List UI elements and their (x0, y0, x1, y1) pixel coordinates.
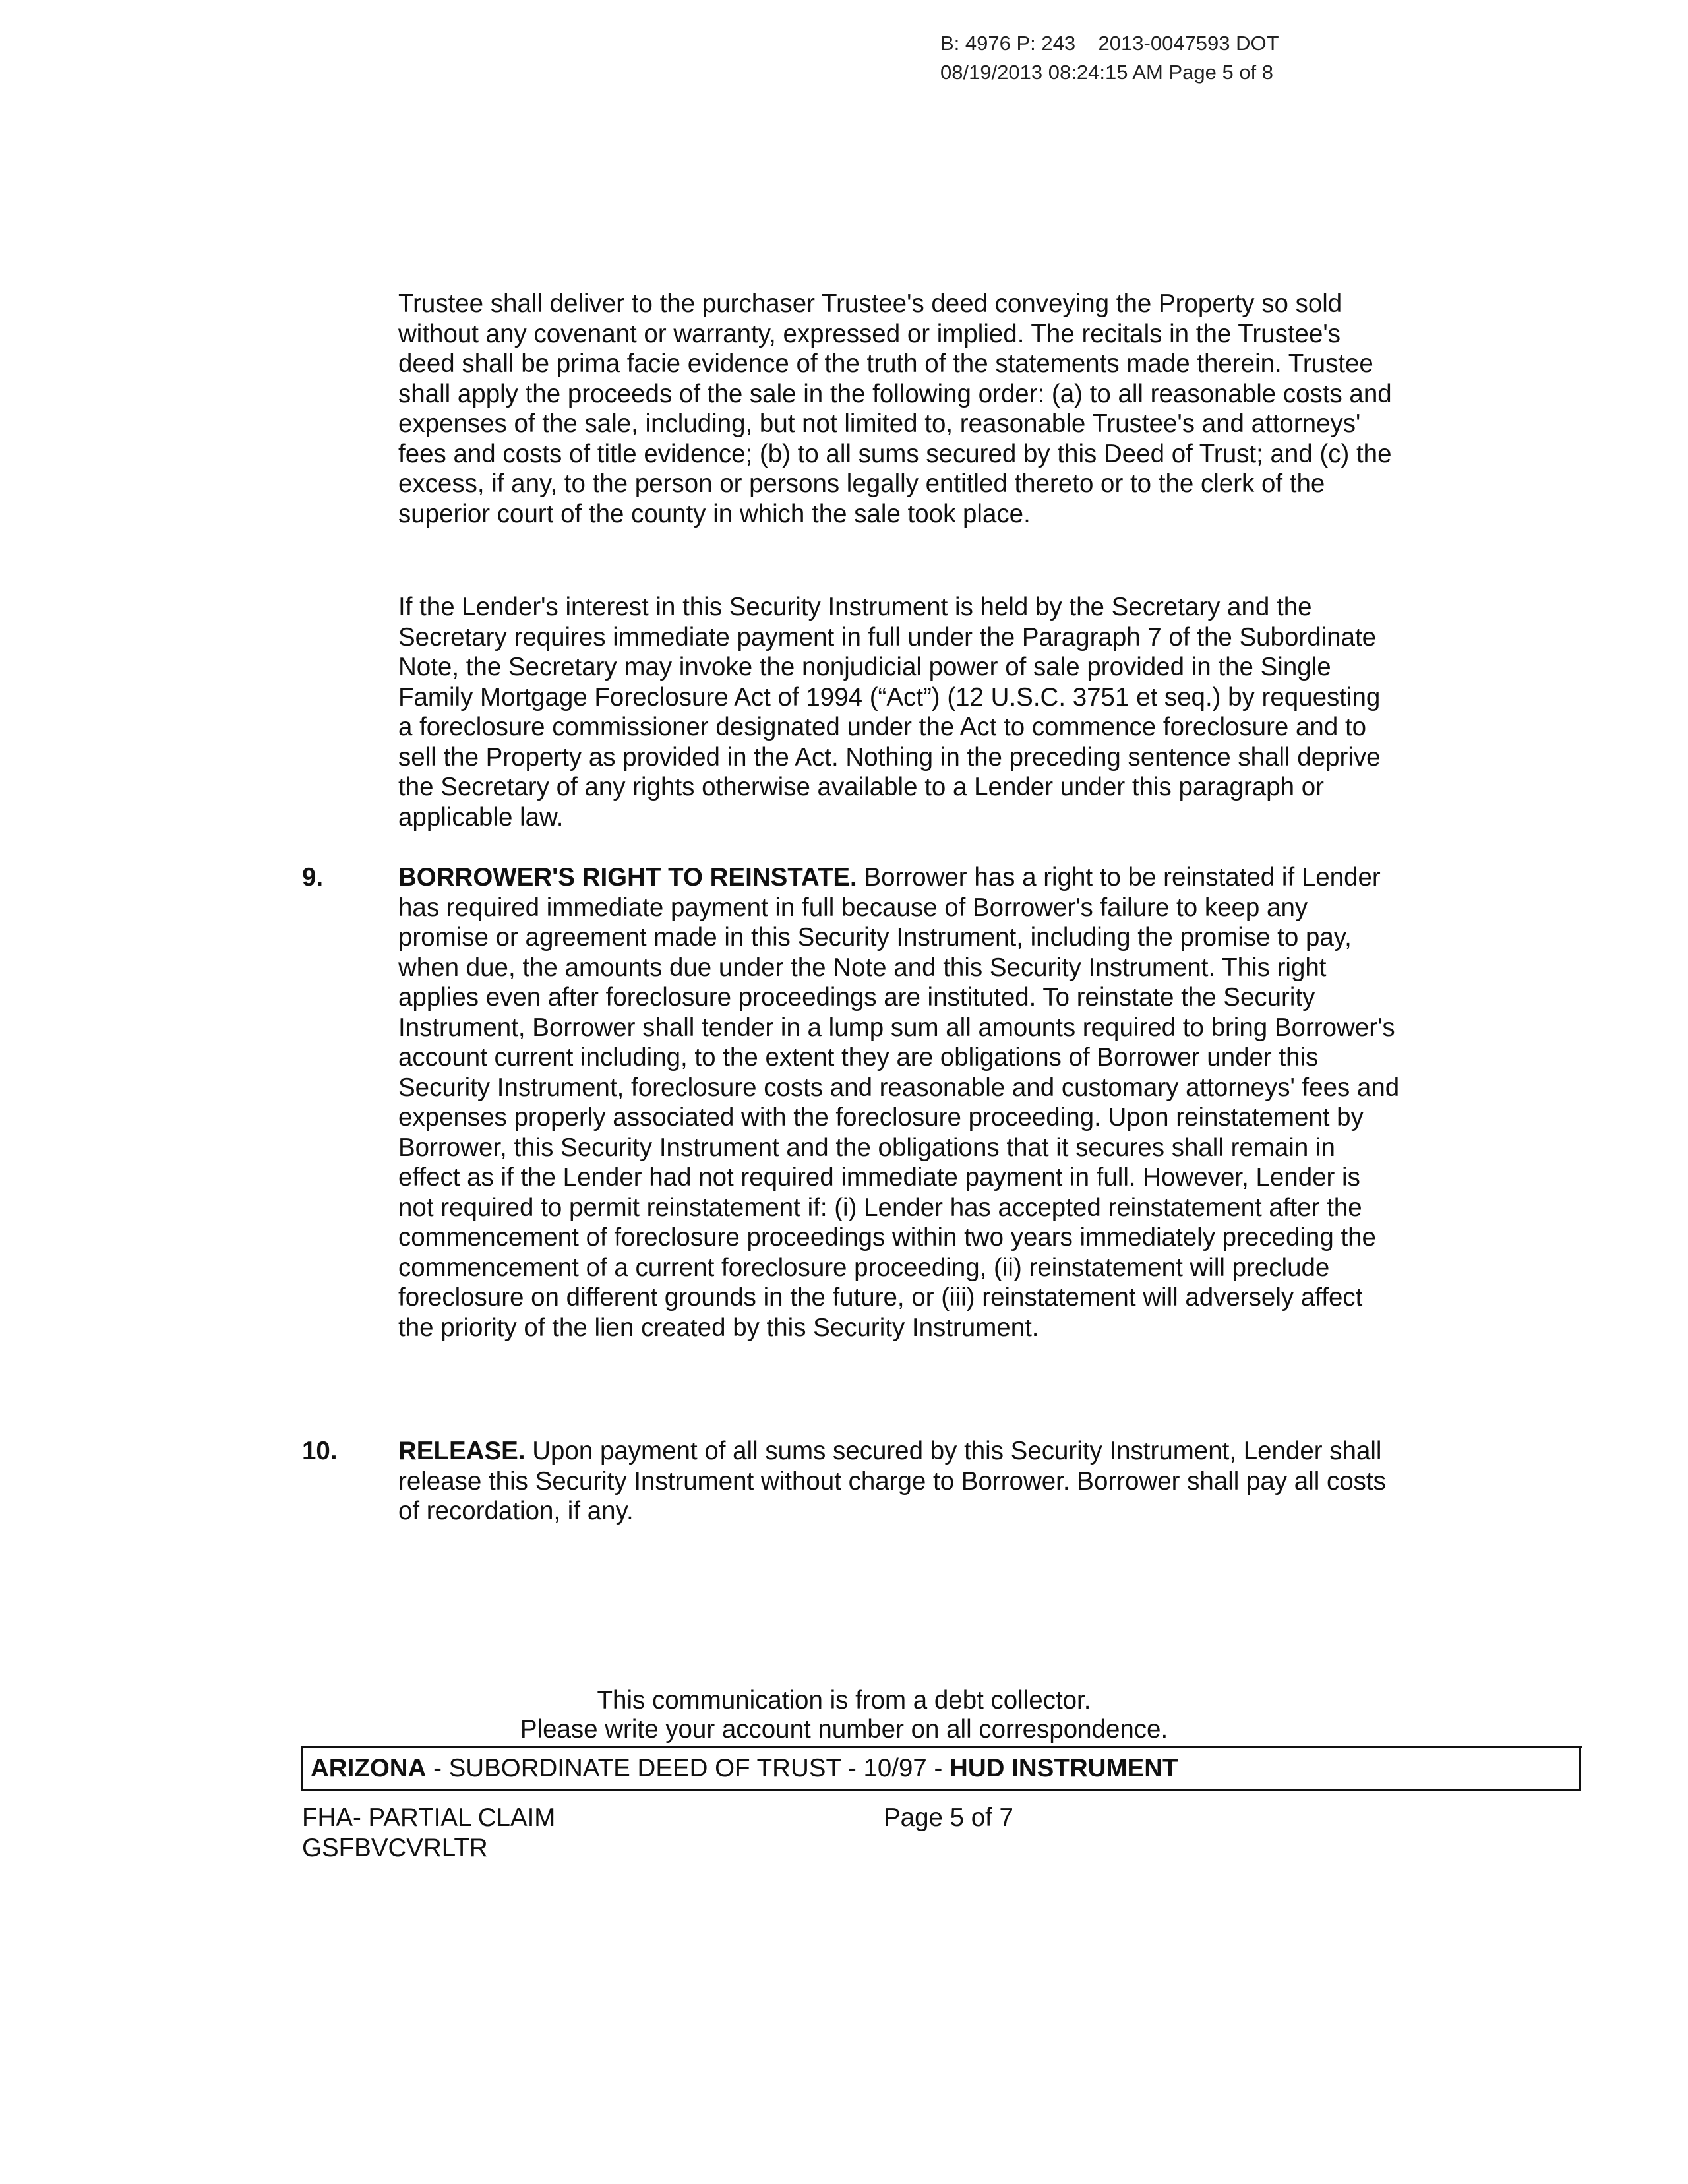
recording-stamp-datetime: 08/19/2013 08:24:15 AM Page 5 of 8 (940, 61, 1274, 84)
footer-form-info (302, 1803, 555, 1864)
footer-form-code: GSFBVCVRLTR (302, 1834, 488, 1862)
form-title-state: ARIZONA (311, 1754, 427, 1782)
secretary-foreclosure-paragraph: If the Lender's interest in this Security Instrument is held by the Secretary and the Secretary requires immediate payment in full under the Paragraph 7 of the Subordinate Note, the Secretary may invoke the nonjudicial power of sale provided in the Single Family Mortgage Foreclosure Act of 1994 (“Act”) (12 U.S.C. 3751 et seq.) by requesting a foreclosure commissioner designated under the Act to commence foreclosure and to sell the Property as provided in the Act. Nothing in the preceding sentence shall deprive the Secretary of any rights otherwise available to a Lender under this paragraph or applicable law. (398, 593, 1381, 832)
form-title-middle: - SUBORDINATE DEED OF TRUST - 10/97 - (426, 1754, 950, 1782)
section-number: 10. (302, 1437, 338, 1465)
section-number: 9. (302, 863, 324, 892)
form-title (311, 1753, 1178, 1784)
section-body (398, 863, 1401, 1343)
section-heading: RELEASE. (398, 1437, 526, 1465)
recording-stamp-book-page: B: 4976 P: 243 2013-0047593 DOT (940, 32, 1279, 55)
section-text: Upon payment of all sums secured by this Security Instrument, Lender shall release this Security Instrument without charge to Borrower. Borrower shall pay all costs of recordation, if any. (398, 1437, 1386, 1525)
form-title-box (301, 1748, 1581, 1791)
section-body (398, 1436, 1401, 1527)
form-title-instrument: HUD INSTRUMENT (950, 1754, 1178, 1782)
recording-stamp (940, 29, 1279, 87)
trustee-deed-paragraph: Trustee shall deliver to the purchaser Trustee's deed conveying the Property so sold without any covenant or warranty, expressed or implied. The recitals in the Trustee's deed shall be prima facie evidence of the truth of the statements made therein. Trustee shall apply the proceeds of the sale in the following order: (a) to all reasonable costs and expenses of the sale, including, but not limited to, reasonable Trustee's and attorneys' fees and costs of title evidence; (b) to all sums secured by this Deed of Trust; and (c) the excess, if any, to the person or persons legally entitled thereto or to the clerk of the superior court of the county in which the sale took place. (398, 289, 1392, 528)
section-text: Borrower has a right to be reinstated if Lender has required immediate payment in full because of Borrower's failure to keep any promise or agreement made in this Security Instrument, including the promise to pay, when due, the amounts due under the Note and this Security Instrument. This right applies even after foreclosure proceedings are instituted. To reinstate the Security Instrument, Borrower shall tender in a lump sum all amounts required to bring Borrower's account current including, to the extent they are obligations of Borrower under this Security Instrument, foreclosure costs and reasonable and customary attorneys' fees and expenses properly associated with the foreclosure proceeding. Upon reinstatement by Borrower, this Security Instrument and the obligations that it secures shall remain in effect as if the Lender had not required immediate payment in full. However, Lender is not required to permit reinstatement if: (i) Lender has accepted reinstatement after the commencement of foreclosure proceedings within two years immediately preceding the commencement of a current foreclosure proceeding, (ii) reinstatement will preclude foreclosure on different grounds in the future, or (iii) reinstatement will adversely affect the priority of the lien created by this Security Instrument. (398, 863, 1400, 1342)
account-number-notice: Please write your account number on all correspondence. (520, 1715, 1168, 1744)
section-heading: BORROWER'S RIGHT TO REINSTATE. (398, 863, 857, 892)
footer-form-name: FHA- PARTIAL CLAIM (302, 1804, 556, 1832)
footer-page-number: Page 5 of 7 (884, 1804, 1013, 1832)
debt-collector-notice: This communication is from a debt collector. (597, 1686, 1091, 1714)
